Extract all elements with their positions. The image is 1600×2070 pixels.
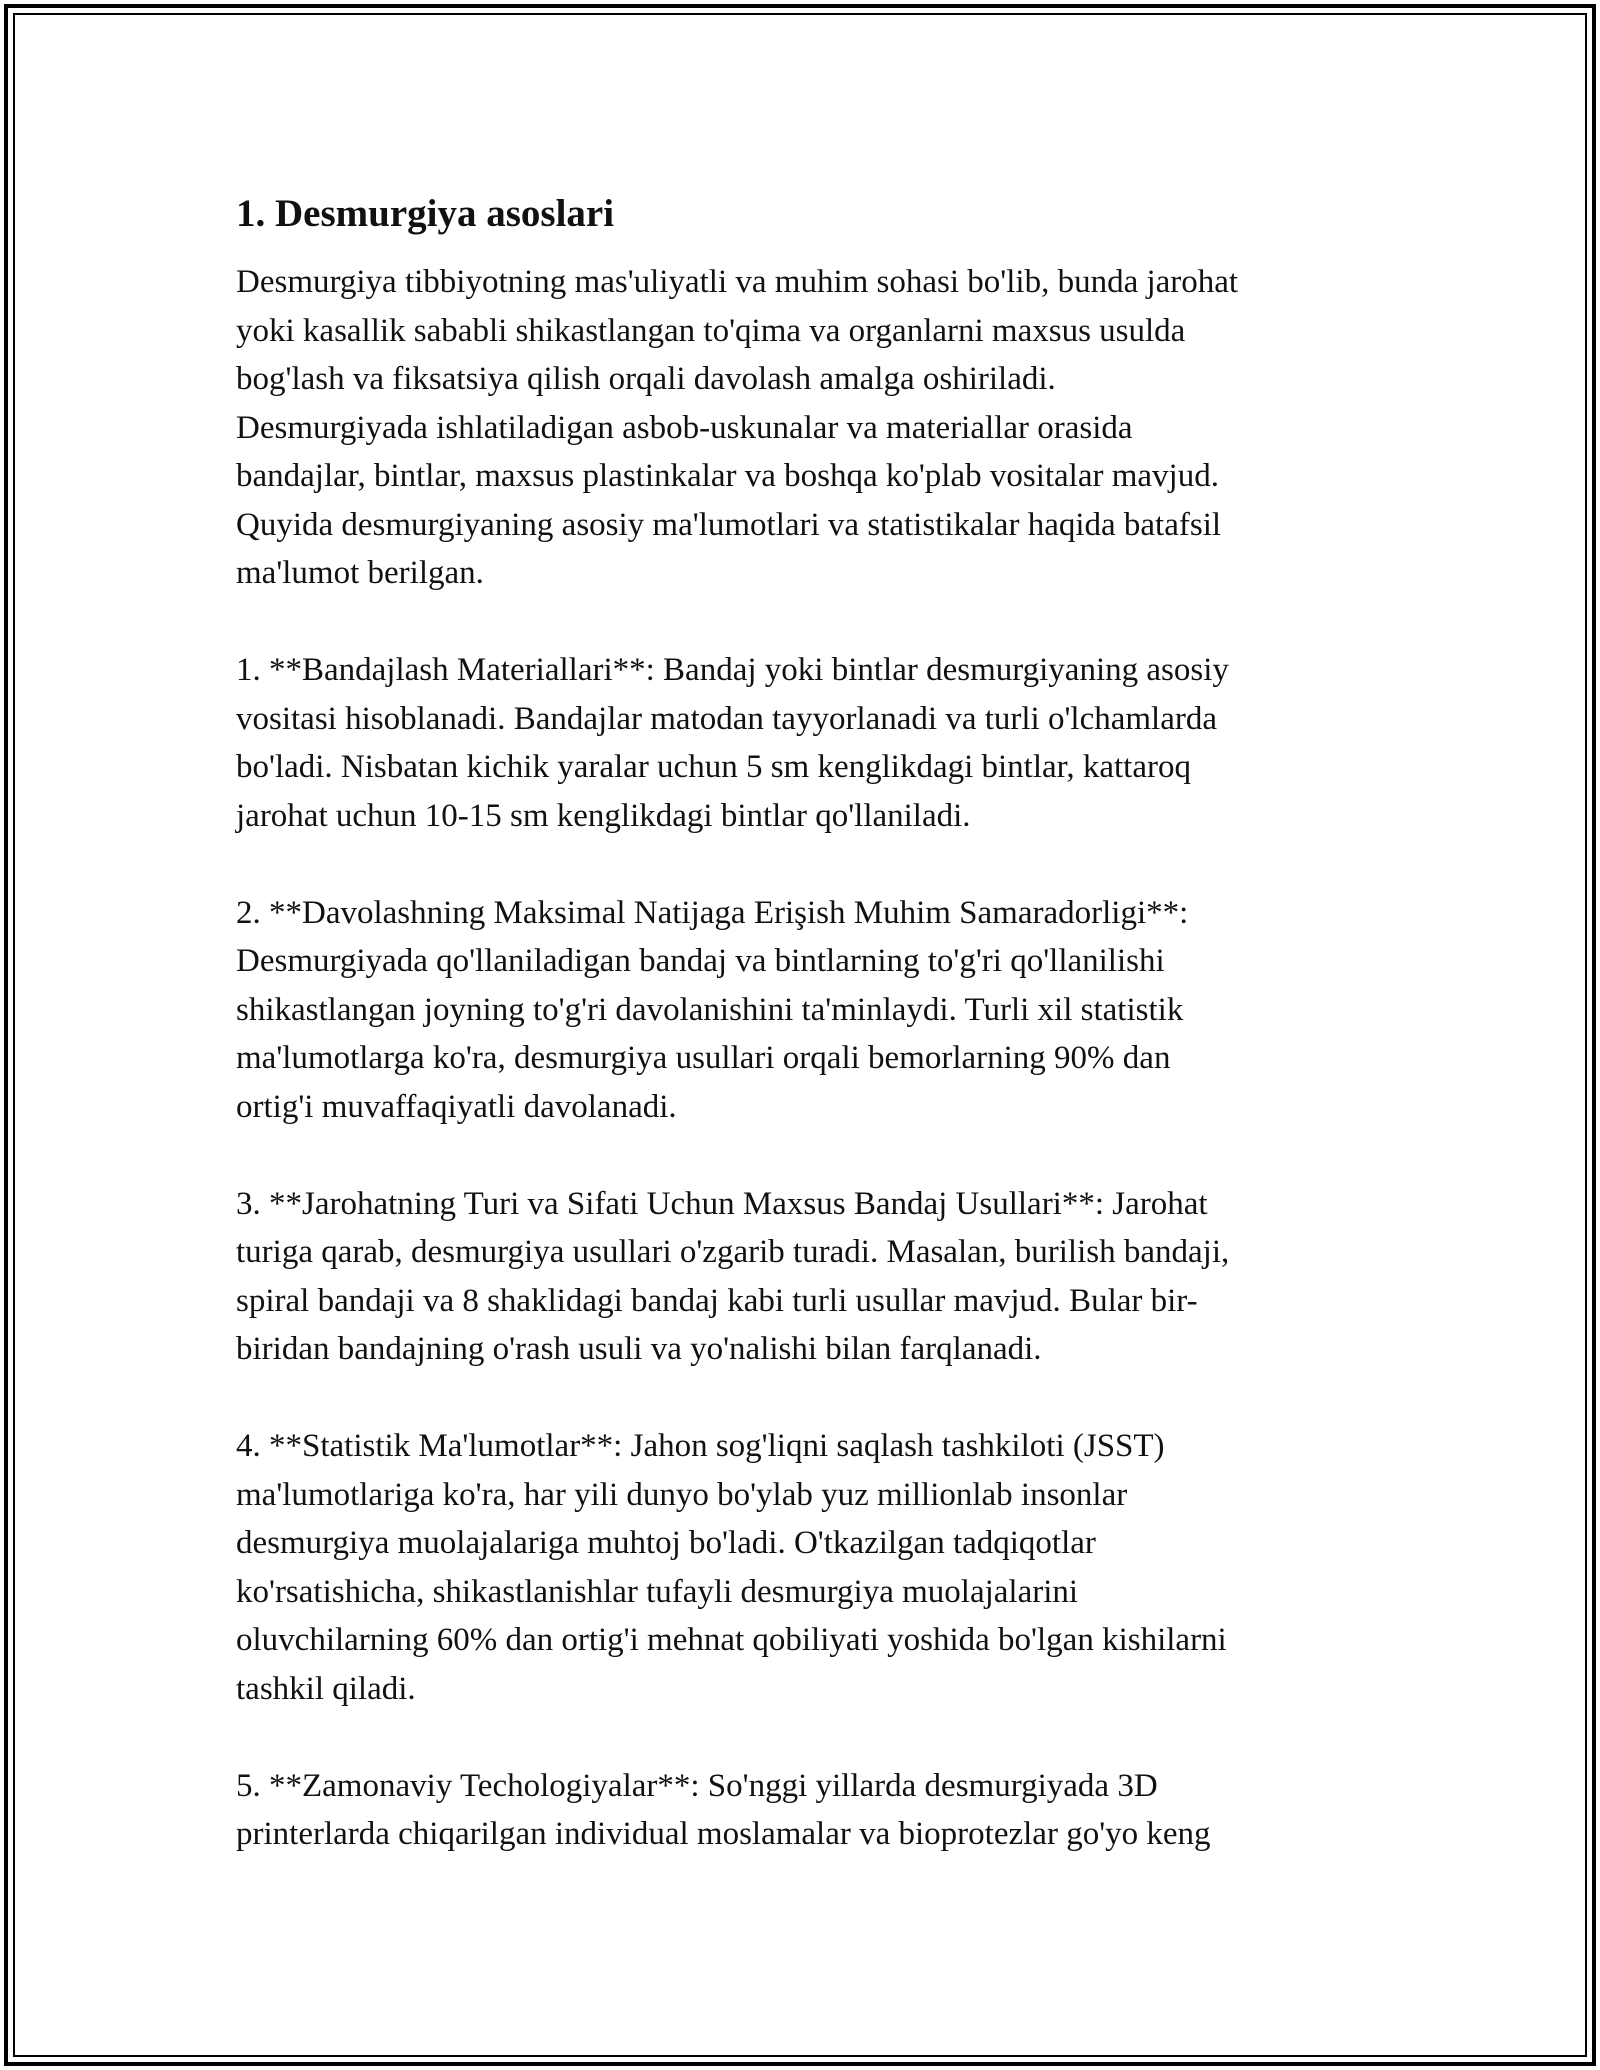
intro-paragraph: Desmurgiya tibbiyotning mas'uliyatli va muhim sohasi bo'lib, bunda jarohat yoki kasallik sababli shikastlangan to'qima va organlarni maxsus usulda bog'lash va fiksatsiya qilish orqali davolash amalga oshiriladi. Desmurgiyada ishlatiladigan asbob-uskunalar va materiallar orasida bandajlar, bintlar, maxsus plastinkalar va boshqa ko'plab vositalar mavjud. Quyida desmurgiyaning asosiy ma'lumotlari va statistikalar haqida batafsil ma'lumot berilgan. (236, 264, 1239, 591)
list-item-1: 1. **Bandajlash Materiallari**: Bandaj yoki bintlar desmurgiyaning asosiy vositasi hisoblanadi. Bandajlar matodan tayyorlanadi va turli o'lchamlarda bo'ladi. Nisbatan kichik yaralar uchun 5 sm kenglikdagi bintlar, kattaroq jarohat uchun 10-15 sm kenglikdagi bintlar qo'llaniladi. (236, 652, 1229, 834)
list-item-3: 3. **Jarohatning Turi va Sifati Uchun Maxsus Bandaj Usullari**: Jarohat turiga qarab, desmurgiya usullari o'zgarib turadi. Masalan, burilish bandaji, spiral bandaji va 8 shaklidagi bandaj kabi turli usullar mavjud. Bular bir- biridan bandajning o'rash usuli va yo'nalishi bilan farqlanadi. (236, 1185, 1230, 1367)
document-title: 1. Desmurgiya asoslari (236, 192, 615, 235)
list-item-2: 2. **Davolashning Maksimal Natijaga Erişish Muhim Samaradorligi**: Desmurgiyada qo'llaniladigan bandaj va bintlarning to'g'ri qo'llanilishi shikastlangan joyning to'g'ri davolanishini ta'minlaydi. Turli xil statistik ma'lumotlarga ko'ra, desmurgiya usullari orqali bemorlarning 90% dan ortig'i muvaffaqiyatli davolanadi. (236, 894, 1189, 1125)
list-item-5: 5. **Zamonaviy Techologiyalar**: So'nggi yillarda desmurgiyada 3D printerlarda chiqarilgan individual moslamalar va bioprotezlar go'yo keng (236, 1767, 1211, 1852)
document-body (236, 190, 1366, 1907)
list-item-4: 4. **Statistik Ma'lumotlar**: Jahon sog'liqni saqlash tashkiloti (JSST) ma'lumotlariga ko'ra, har yili dunyo bo'ylab yuz millionlab insonlar desmurgiya muolajalariga muhtoj bo'ladi. O'tkazilgan tadqiqotlar ko'rsatishicha, shikastlanishlar tufayli desmurgiya muolajalarini oluvchilarning 60% dan ortig'i mehnat qobiliyati yoshida bo'lgan kishilarni tashkil qiladi. (236, 1428, 1227, 1707)
